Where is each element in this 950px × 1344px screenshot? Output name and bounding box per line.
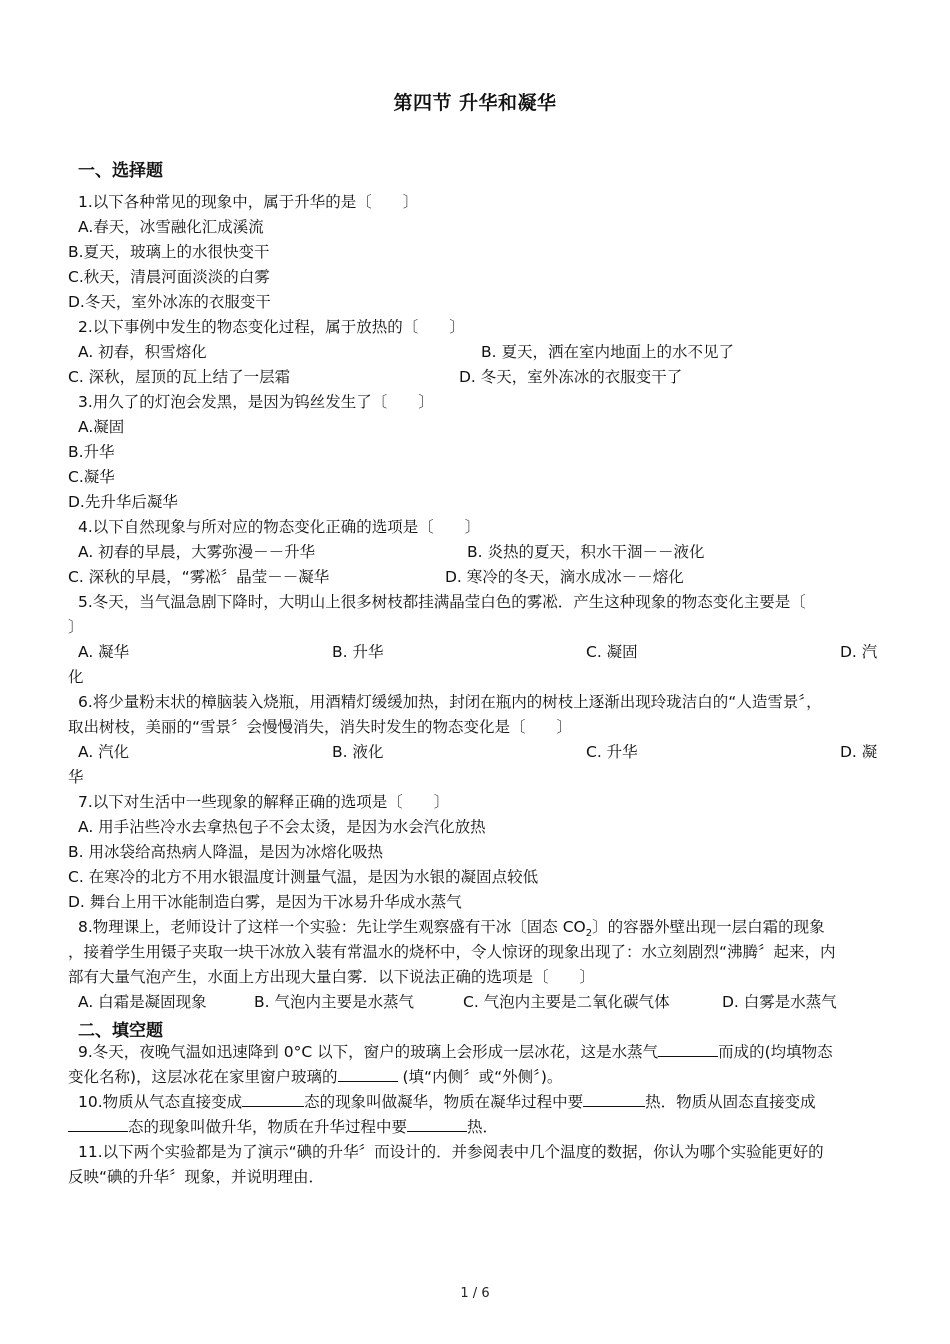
page-number: 1 / 6 (460, 1286, 490, 1301)
question-6-stem: 6.将少量粉末状的樟脑装入烧瓶，用酒精灯缓缓加热，封闭在瓶内的树枝上逐渐出现玲珑洁白的“人造雪景〞， (78, 693, 822, 711)
section-heading-choice: 一、选择题 (78, 161, 163, 181)
question-5-stem: 5.冬天，当气温急剧下降时，大明山上很多树枝都挂满晶莹白色的雾凇．产生这种现象的物态变化主要是〔 (78, 593, 806, 611)
question-2-option-a: A. 初春，积雪熔化 (78, 343, 207, 361)
question-7-stem: 7.以下对生活中一些现象的解释正确的选项是〔 〕 (78, 793, 450, 811)
question-7-option-b: B. 用冰袋给高热病人降温，是因为冰熔化吸热 (68, 843, 383, 861)
question-3-option-d: D.先升华后凝华 (68, 493, 178, 511)
question-10-line-2: 态的现象叫做升华，物质在升华过程中要 热． (68, 1116, 498, 1138)
question-6-option-d: D. 凝 (840, 743, 878, 761)
question-6-option-c: C. 升华 (586, 743, 638, 761)
question-6-option-a: A. 汽化 (78, 743, 130, 761)
question-4-option-a: A. 初春的早晨，大雾弥漫－－升华 (78, 543, 316, 561)
question-5-option-c: C. 凝固 (586, 643, 638, 661)
question-1-option-c: C.秋天，清晨河面淡淡的白雾 (68, 268, 270, 286)
question-4-option-d: D. 寒冷的冬天，滴水成冰－－熔化 (445, 568, 684, 586)
question-7-option-d: D. 舞台上用干冰能制造白雾，是因为干冰易升华成水蒸气 (68, 893, 462, 911)
question-3-option-c: C.凝华 (68, 468, 115, 486)
page-title: 第四节 升华和凝华 (393, 92, 557, 114)
question-2-stem: 2.以下事例中发生的物态变化过程，属于放热的〔 〕 (78, 318, 465, 336)
section-heading-fill: 二、填空题 (78, 1021, 163, 1041)
question-3-option-b: B.升华 (68, 443, 115, 461)
question-6-option-b: B. 液化 (332, 743, 384, 761)
question-7-option-a: A. 用手沾些冷水去拿热包子不会太烫，是因为水会汽化放热 (78, 818, 486, 836)
answer-blank[interactable] (242, 1091, 304, 1107)
question-8-option-a: A. 白霜是凝固现象 (78, 993, 207, 1011)
question-7-option-c: C. 在寒冷的北方不用水银温度计测量气温，是因为水银的凝固点较低 (68, 868, 539, 886)
question-1-stem: 1.以下各种常见的现象中，属于升华的是〔 〕 (78, 193, 419, 211)
question-5-option-d-cont: 化 (68, 668, 84, 686)
question-8-option-d: D. 白雾是水蒸气 (722, 993, 837, 1011)
question-10-line-1: 10.物质从气态直接变成 态的现象叫做凝华，物质在凝华过程中要 热．物质从固态直接变成 (78, 1093, 816, 1111)
question-8-stem-cont-2: 部有大量气泡产生，水面上方出现大量白雾．以下说法正确的选项是〔 〕 (68, 968, 596, 986)
answer-blank[interactable] (583, 1091, 645, 1107)
question-1-option-a: A.春天，冰雪融化汇成溪流 (78, 218, 264, 236)
question-4-stem: 4.以下自然现象与所对应的物态变化正确的选项是〔 〕 (78, 518, 481, 536)
question-8-stem: 8.物理课上，老师设计了这样一个实验：先让学生观察盛有干冰〔固态 $CO_2$〕的容器外壁出现一层白霜的现象 (78, 918, 825, 940)
question-4-option-b: B. 炎热的夏天，积水干涸－－液化 (467, 543, 705, 561)
question-6-stem-cont: 取出树枝，美丽的“雪景〞会慢慢消失，消失时发生的物态变化是〔 〕 (68, 718, 573, 736)
question-5-option-b: B. 升华 (332, 643, 384, 661)
question-8-option-b: B. 气泡内主要是水蒸气 (254, 993, 414, 1011)
question-9-line-2: 变化名称)，这层冰花在家里窗户玻璃的 (填“内侧〞或“外侧〞)。 (68, 1068, 563, 1086)
question-8-stem-cont-1: ，接着学生用镊子夹取一块干冰放入装有常温水的烧杯中，令人惊讶的现象出现了：水立刻剧烈“沸腾〞起来，内 (68, 943, 836, 961)
question-11-line-1: 11.以下两个实验都是为了演示“碘的升华〞而设计的．并参阅表中几个温度的数据，你认为哪个实验能更好的 (78, 1143, 824, 1161)
question-8-option-c: C. 气泡内主要是二氧化碳气体 (463, 993, 670, 1011)
question-3-stem: 3.用久了的灯泡会发黑，是因为钨丝发生了〔 〕 (78, 393, 434, 411)
question-2-option-b: B. 夏天，洒在室内地面上的水不见了 (481, 343, 734, 361)
answer-blank[interactable] (68, 1116, 128, 1132)
question-5-option-a: A. 凝华 (78, 643, 130, 661)
question-4-option-c: C. 深秋的早晨，“雾凇〞晶莹－－凝华 (68, 568, 330, 586)
question-5-option-d: D. 汽 (840, 643, 878, 661)
question-9-line-1: 9.冬天，夜晚气温如迅速降到 0°C 以下，窗户的玻璃上会形成一层冰花，这是水蒸气 而成的(均填物态 (78, 1043, 833, 1061)
answer-blank[interactable] (338, 1066, 398, 1082)
answer-blank[interactable] (658, 1041, 718, 1057)
question-5-stem-cont: 〕 (68, 618, 84, 636)
question-1-option-d: D.冬天，室外冰冻的衣服变干 (68, 293, 271, 311)
question-2-option-d: D. 冬天，室外冻冰的衣服变干了 (459, 368, 683, 386)
question-3-option-a: A.凝固 (78, 418, 125, 436)
question-11-line-2: 反映“碘的升华〞现象，并说明理由． (68, 1168, 325, 1186)
question-6-option-d-cont: 华 (68, 768, 84, 786)
question-1-option-b: B.夏天，玻璃上的水很快变干 (68, 243, 270, 261)
answer-blank[interactable] (407, 1116, 467, 1132)
question-2-option-c: C. 深秋，屋顶的瓦上结了一层霜 (68, 368, 291, 386)
